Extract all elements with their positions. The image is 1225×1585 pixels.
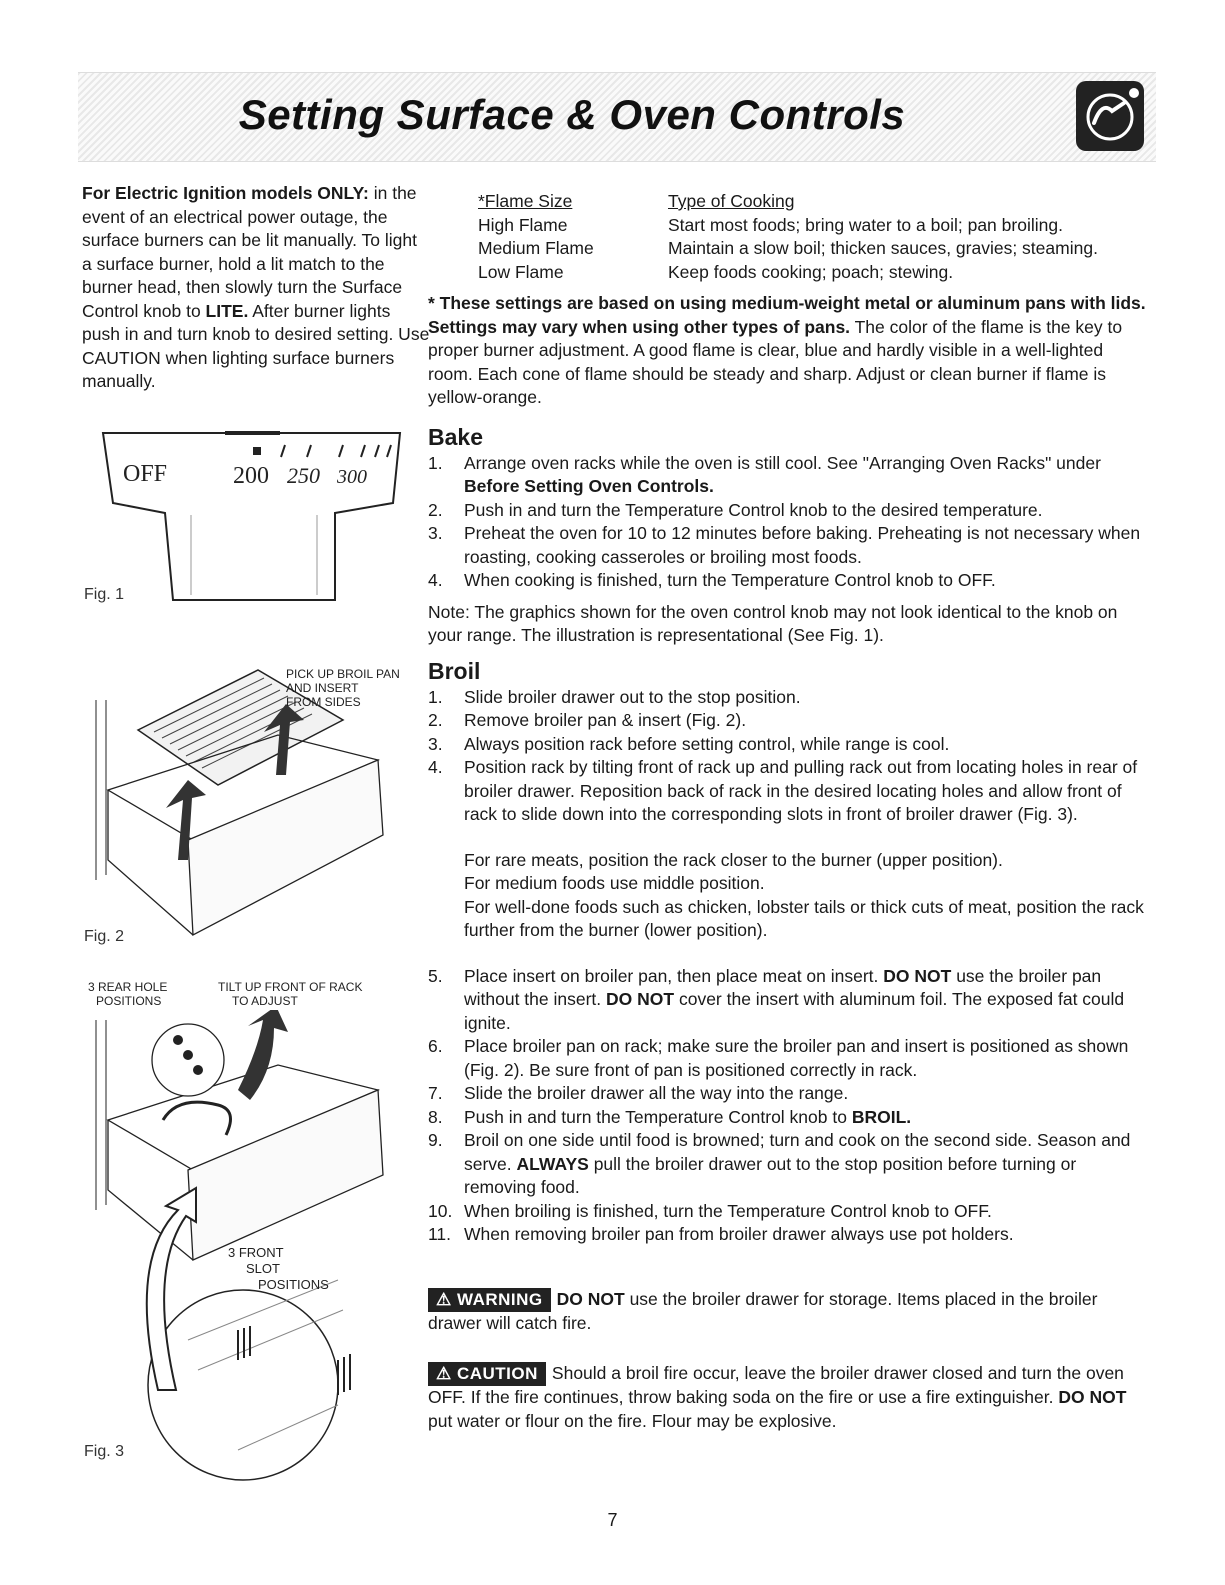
warning-notice xyxy=(428,1288,1146,1336)
caution-text: Should a broil fire occur, leave the broiler drawer closed and turn the oven OFF. If the fire continues, throw baking soda on the fire or use a fire extinguisher. xyxy=(428,1363,1124,1407)
broil-step xyxy=(428,686,1146,710)
fig3-caption-left xyxy=(88,980,167,1008)
page-number: 7 xyxy=(607,1510,618,1530)
caution-bold-text: DO NOT xyxy=(1058,1387,1127,1407)
fig3-caption-slot-line1: 3 FRONT xyxy=(228,1245,284,1260)
step-number: 3. xyxy=(428,733,443,754)
flame-table-row xyxy=(478,237,1098,261)
broil-step xyxy=(428,1082,1146,1106)
warning-text: use the broiler drawer for storage. Items placed in the broiler drawer will catch fire. xyxy=(428,1289,1098,1333)
fig2-caption-line1: PICK UP BROIL PAN xyxy=(286,667,400,681)
rack-position-guidance xyxy=(428,849,1146,943)
step-number: 2. xyxy=(428,499,443,520)
step-text: cover the insert with aluminum foil. The exposed fat could ignite. xyxy=(464,989,1125,1033)
cooking-type-cell: Keep foods cooking; poach; stewing. xyxy=(668,261,954,282)
page-title: Setting Surface & Oven Controls xyxy=(238,91,906,138)
step-bold-text: DO NOT xyxy=(606,989,675,1009)
flame-size-header: *Flame Size xyxy=(478,191,573,211)
step-text: Preheat the oven for 10 to 12 minutes before baking. Preheating is not necessary when roasting, cooking casseroles or broiling most foods. xyxy=(464,523,1141,567)
warning-badge-label: WARNING xyxy=(456,1290,543,1309)
flame-note xyxy=(428,292,1146,410)
step-number: 10. xyxy=(428,1200,453,1221)
fig1-250-label: 250 xyxy=(287,463,320,488)
electric-ignition-note xyxy=(82,182,430,394)
step-text: Position rack by tilting front of rack up and pulling rack out from locating holes in rear of broiler drawer. Reposition back of rack in the desired locating holes and allow front of rack to slide down into the corresponding slots in front of broiler drawer (Fig. 3). xyxy=(464,757,1138,824)
step-text: Slide the broiler drawer all the way into the range. xyxy=(464,1083,849,1103)
step-number: 7. xyxy=(428,1083,443,1103)
broil-step xyxy=(428,1223,1146,1247)
step-text: Broil on one side until food is browned; turn and cook on the second side. Season and serve. xyxy=(464,1130,1131,1174)
bake-step xyxy=(428,499,1146,523)
broil-section xyxy=(428,660,1146,1247)
fig1-300-label: 300 xyxy=(337,466,367,488)
broil-step xyxy=(428,965,1146,1036)
intro-text-1: in the event of an electrical power outage, the surface burners can be lit manually. To light a surface burner, hold a lit match to the burner head, then slowly turn the Surface Control knob to xyxy=(82,183,417,321)
step-text: Remove broiler pan & insert (Fig. 2). xyxy=(464,710,747,730)
intro-lite: LITE. xyxy=(205,300,249,321)
step-text: When removing broiler pan from broiler drawer always use pot holders. xyxy=(464,1224,1014,1244)
fig1-off-label: OFF xyxy=(123,461,168,487)
fig1-label: Fig. 1 xyxy=(84,586,125,603)
fig2-label: Fig. 2 xyxy=(84,928,125,945)
step-text: When broiling is finished, turn the Temperature Control knob to OFF. xyxy=(464,1200,992,1221)
caution-notice xyxy=(428,1362,1146,1433)
broil-step xyxy=(428,756,1146,827)
step-number: 5. xyxy=(428,965,443,986)
fig3-caption-right xyxy=(218,980,362,1008)
step-number: 11. xyxy=(428,1224,452,1244)
fig2-caption-line3: FROM SIDES xyxy=(286,695,361,709)
step-text: Push in and turn the Temperature Control knob to xyxy=(464,1106,852,1127)
broil-step xyxy=(428,1129,1146,1200)
flame-table-row xyxy=(478,214,1098,238)
fig1-knob-illustration xyxy=(95,425,410,610)
step-text: Push in and turn the Temperature Control knob to the desired temperature. xyxy=(464,499,1043,520)
broil-heading: Broil xyxy=(428,658,481,684)
step-text: When cooking is finished, turn the Temperature Control knob to OFF. xyxy=(464,570,996,590)
broil-step xyxy=(428,1106,1146,1130)
step-number: 2. xyxy=(428,710,443,730)
warning-badge: ⚠ WARNING xyxy=(428,1288,551,1312)
intro-text-2: After burner lights push in and turn knob to desired setting. Use CAUTION when lighting surface burners manually. xyxy=(82,300,430,391)
step-bold-text: Before Setting Oven Controls. xyxy=(464,476,714,496)
step-number: 3. xyxy=(428,523,443,543)
flame-size-cell: High Flame xyxy=(478,214,568,235)
fig3-label: Fig. 3 xyxy=(84,1443,125,1460)
caution-text-rest: put water or flour on the fire. Flour may be explosive. xyxy=(428,1410,837,1431)
intro-bold: For Electric Ignition models ONLY: xyxy=(82,183,369,203)
cooking-type-cell: Maintain a slow boil; thicken sauces, gravies; steaming. xyxy=(668,238,1098,258)
bake-step xyxy=(428,522,1146,569)
broil-step xyxy=(428,1200,1146,1224)
step-number: 1. xyxy=(428,452,443,473)
cooking-type-header: Type of Cooking xyxy=(668,191,795,211)
step-number: 6. xyxy=(428,1036,443,1056)
flame-size-cell: Medium Flame xyxy=(478,238,594,258)
step-text: Place insert on broiler pan, then place meat on insert. xyxy=(464,965,884,986)
broil-step xyxy=(428,709,1146,733)
warning-bold-text: DO NOT xyxy=(556,1289,625,1309)
broil-step xyxy=(428,1035,1146,1082)
step-bold-text: DO NOT xyxy=(883,965,952,986)
step-number: 9. xyxy=(428,1130,443,1150)
step-text: Always position rack before setting control, while range is cool. xyxy=(464,733,950,754)
fig3-caption-right-line1: TILT UP FRONT OF RACK xyxy=(218,980,363,994)
fig2-caption-line2: AND INSERT xyxy=(286,681,359,695)
fig3-caption-slot xyxy=(228,1245,329,1293)
step-bold-text: ALWAYS xyxy=(516,1153,589,1174)
fig3-caption-right-line2: TO ADJUST xyxy=(232,994,298,1008)
flame-size-table xyxy=(478,190,1098,284)
step-text: Place broiler pan on rack; make sure the broiler pan and insert is positioned as shown (Fig. 2). Be sure front of pan is positioned correctly in rack. xyxy=(464,1036,1129,1080)
rack-guidance-line: For medium foods use middle position. xyxy=(464,873,765,893)
bake-note: Note: The graphics shown for the oven control knob may not look identical to the knob on your range. The illustration is representational (See Fig. 1). xyxy=(428,601,1118,645)
bake-step xyxy=(428,452,1146,499)
fig1-200-label: 200 xyxy=(233,463,269,489)
flame-table-row xyxy=(478,261,1098,285)
bake-step xyxy=(428,569,1146,593)
oven-control-icon xyxy=(1076,81,1144,151)
caution-badge-label: CAUTION xyxy=(456,1364,538,1383)
rack-guidance-line: For well-done foods such as chicken, lobster tails or thick cuts of meat, position the rack further from the burner (lower position). xyxy=(464,896,1144,940)
fig3-caption-left-line2: POSITIONS xyxy=(96,994,162,1008)
broil-step xyxy=(428,733,1146,757)
bake-section xyxy=(428,426,1146,648)
step-text: Arrange oven racks while the oven is still cool. See "Arranging Oven Racks" under xyxy=(464,452,1101,473)
rack-guidance-line: For rare meats, position the rack closer to the burner (upper position). xyxy=(464,849,1003,870)
step-bold-text: BROIL. xyxy=(851,1106,912,1127)
step-text: use the broiler pan without the insert. xyxy=(464,965,1102,1009)
caution-badge: ⚠ CAUTION xyxy=(428,1362,546,1386)
flame-table-header xyxy=(478,190,1098,214)
flame-size-cell: Low Flame xyxy=(478,261,564,282)
step-number: 8. xyxy=(428,1106,443,1127)
step-text: Slide broiler drawer out to the stop position. xyxy=(464,686,801,707)
fig3-caption-left-line1: 3 REAR HOLE xyxy=(88,980,168,994)
fig3-caption-slot-line2: SLOT xyxy=(246,1261,280,1276)
flame-note-bold: * These settings are based on using medium-weight metal or aluminum pans with lids. Settings may vary when using other types of pans. xyxy=(428,293,1146,337)
bake-heading: Bake xyxy=(428,424,483,450)
flame-note-text: The color of the flame is the key to proper burner adjustment. A good flame is clear, blue and hardly visible in a well-lighted room. Each cone of flame should be steady and sharp. Adjust or clean burner if flame is yellow-orange. xyxy=(428,316,1123,407)
header-banner xyxy=(78,72,1156,162)
step-text: pull the broiler drawer out to the stop position before turning or removing food. xyxy=(464,1153,1077,1197)
step-number: 1. xyxy=(428,686,443,707)
fig3-caption-slot-line3: POSITIONS xyxy=(258,1277,329,1292)
fig2-caption xyxy=(286,667,400,709)
step-number: 4. xyxy=(428,757,443,777)
step-number: 4. xyxy=(428,570,443,590)
cooking-type-cell: Start most foods; bring water to a boil; pan broiling. xyxy=(668,214,1063,235)
